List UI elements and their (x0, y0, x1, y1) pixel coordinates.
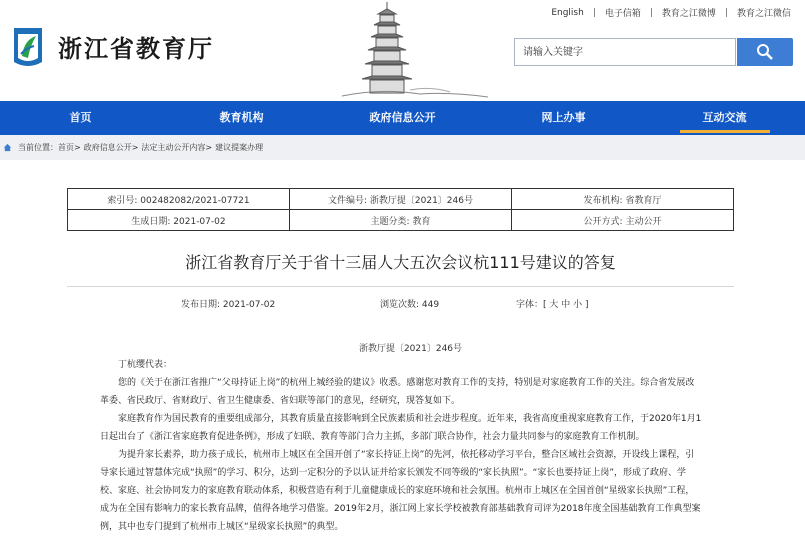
site-name[interactable]: 浙江省教育厅 (58, 35, 214, 63)
table-row (68, 210, 734, 231)
search-box (514, 38, 736, 66)
nav-gov-info[interactable]: 政府信息公开 (369, 111, 436, 124)
font-size-control[interactable]: 字体：[ 大 中 小 ] (516, 300, 589, 310)
meta-table (67, 188, 734, 231)
meta-index-no: 索引号: 002482082/2021-07721 (68, 189, 290, 210)
breadcrumb-prefix: 当前位置： (18, 143, 58, 152)
separator: | (724, 7, 728, 18)
nav-home[interactable]: 首页 (69, 111, 92, 124)
nav-institutions[interactable]: 教育机构 (219, 111, 264, 124)
meta-disclosure: 公开方式: 主动公开 (512, 210, 734, 231)
separator: | (592, 7, 596, 18)
breadcrumb-gov-info[interactable]: 政府信息公开> (83, 143, 139, 152)
top-links (551, 6, 791, 19)
breadcrumb-proposals[interactable]: 建议提案办理 (215, 143, 264, 152)
top-link-weibo[interactable]: 教育之江微博 (661, 9, 716, 19)
paragraph: 您的《关于在浙江省推广“父母持证上岗”的杭州上城经验的建议》收悉。感谢您对教育工作的支持，特别是对家庭教育工作的关注。综合省发展改革委、省民政厅、省财政厅、省卫生健康委、省妇联等部门的意见，经研究，现答复如下。 (100, 378, 695, 406)
document-number: 浙教厅提〔2021〕246号 (358, 344, 463, 354)
meta-file-no: 文件编号: 浙教厅提〔2021〕246号 (290, 189, 512, 210)
meta-topic: 主题分类: 教育 (290, 210, 512, 231)
publish-date: 发布日期: 2021-07-02 (181, 300, 276, 310)
breadcrumb (0, 135, 805, 160)
separator: | (649, 7, 653, 18)
meta-publisher: 发布机构: 省教育厅 (512, 189, 734, 210)
salutation: 丁杭缨代表： (118, 360, 173, 370)
paragraph: 家庭教育作为国民教育的重要组成部分，其教育质量直接影响到全民族素质和社会进步程度。近年来，我省高度重视家庭教育工作，于2020年1月1日起出台了《浙江省家庭教育促进条例》，形成了妇联、教育等部门合力主抓，多部门联合协作，社会力量共同参与的家庭教育工作机制。 (100, 414, 702, 442)
pagoda-banner-icon (340, 0, 490, 101)
view-count: 浏览次数: 449 (380, 300, 440, 310)
nav-online-services[interactable]: 网上办事 (541, 111, 586, 124)
search-button[interactable] (737, 38, 793, 66)
article-title: 浙江省教育厅关于省十三届人大五次会议杭111号建议的答复 (185, 253, 616, 272)
meta-created: 生成日期: 2021-07-02 (68, 210, 290, 231)
search-input[interactable] (515, 39, 731, 65)
paragraph: 为提升家长素养，助力孩子成长，杭州市上城区在全国开创了“家长持证上岗”的先河，依托移动学习平台，整合区域社会资源，开设线上课程，引导家长通过智慧体完成“执照”的学习、积分，达到一定积分的予以认证并给家长颁发不同等级的“家长执照”。“家长也要持证上岗”，形成了政府、学校、家庭、社会协同发力的家庭教育联动体系，积极营造有利于儿童健康成长的家庭环境和社会氛围。杭州市上城区在全国首创“星级家长执照”工程，成为在全国有影响力的家长教育品牌，值得各地学习借鉴。2019年2月，浙江网上家长学校被教育部基础教育司评为2018年度全国基础教育工作典型案例，其中也专门提到了杭州市上城区“星级家长执照”的典型。 (100, 450, 701, 532)
home-icon (3, 143, 12, 152)
nav-interaction[interactable]: 互动交流 (644, 101, 805, 135)
divider (67, 286, 734, 287)
top-link-wechat[interactable]: 教育之江微信 (736, 9, 791, 19)
article-body (100, 356, 703, 536)
breadcrumb-home[interactable]: 首页> (58, 143, 81, 152)
main-nav (0, 101, 805, 135)
table-row (68, 189, 734, 210)
site-logo-icon[interactable] (8, 24, 48, 70)
breadcrumb-legal-content[interactable]: 法定主动公开内容> (141, 143, 213, 152)
top-link-email[interactable]: 电子信箱 (604, 9, 641, 19)
top-link-english[interactable]: English (551, 7, 584, 18)
search-icon (756, 43, 774, 61)
site-header (0, 0, 805, 101)
